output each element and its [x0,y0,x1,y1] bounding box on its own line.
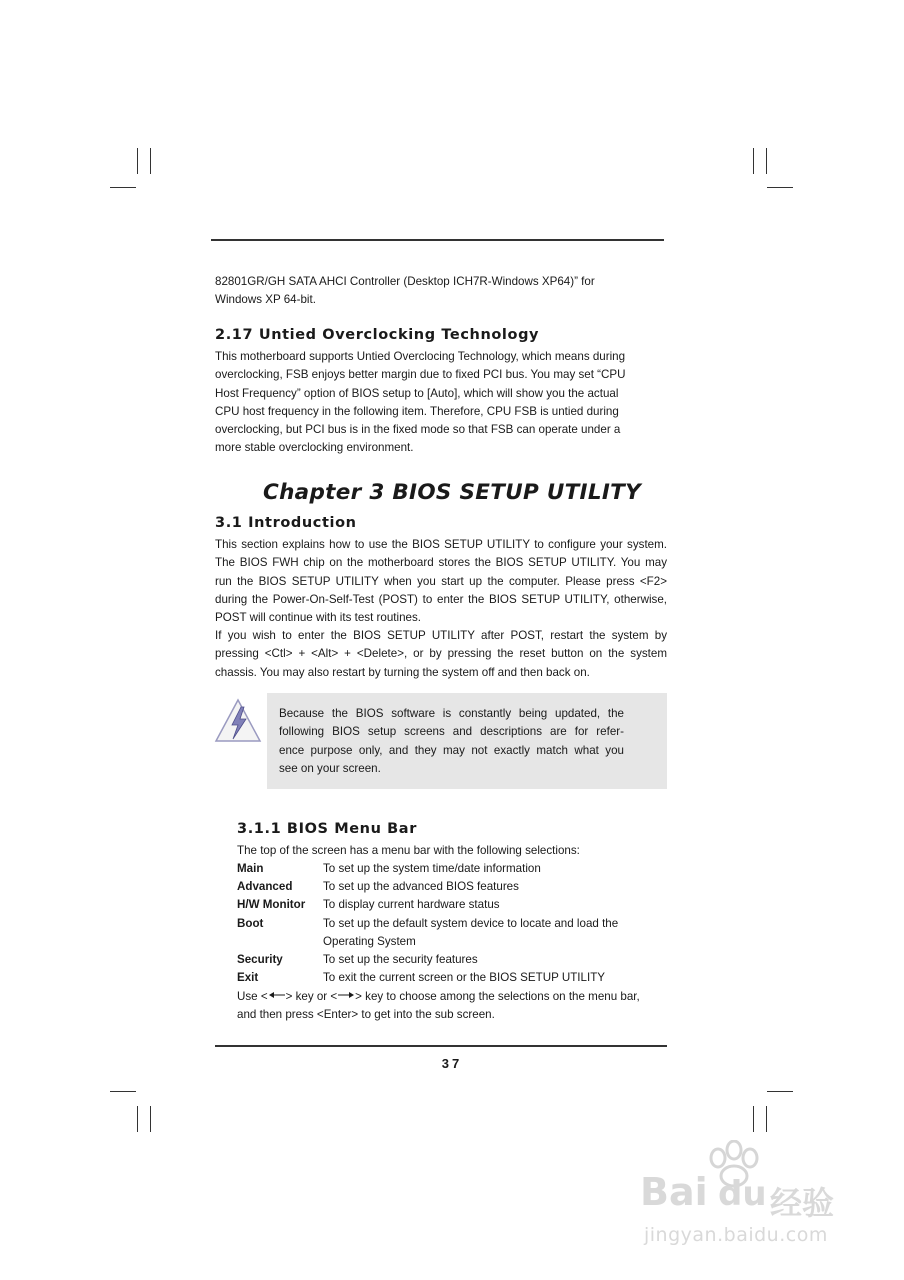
text-part: Use < [237,990,268,1003]
watermark-url: jingyan.baidu.com [644,1224,828,1246]
text-line: see on your screen. [279,761,381,775]
menu-nav-instructions [237,988,640,1006]
text-line: pressing <Ctl> + <Alt> + <Delete>, or by pressing the reset button on the system [215,647,667,661]
section-3-1-para2 [215,627,667,682]
menu-bar-intro: The top of the screen has a menu bar with the following selections: [237,844,580,857]
menu-desc: To set up the default system device to locate and load the [323,917,619,930]
menu-desc: Operating System [323,935,416,948]
note-text [279,705,624,778]
text-line: run the BIOS SETUP UTILITY when you start up the computer. Please press <F2> [215,574,667,588]
warning-lightning-icon [213,697,263,745]
menu-nav-instructions-2: and then press <Enter> to get into the sub screen. [237,1008,495,1021]
menu-item-boot [237,915,667,951]
crop-mark [150,1106,151,1132]
text-line: If you wish to enter the BIOS SETUP UTILITY after POST, restart the system by [215,629,667,642]
menu-desc: To display current hardware status [323,898,500,911]
crop-mark [110,1091,136,1092]
text-line: overclocking, FSB enjoys better margin due to fixed PCI bus. You may set “CPU [215,368,626,382]
crop-mark [766,1106,767,1132]
section-3-1-para1 [215,536,667,627]
footer-rule [215,1045,667,1047]
section-heading-2-17: 2.17 Untied Overclocking Technology [215,327,540,343]
watermark-brand-cn: 经验 [770,1184,835,1222]
text-line: Because the BIOS software is constantly being updated, the [279,707,624,720]
menu-item-exit [237,969,667,987]
menu-item-main [237,860,667,878]
text-line: This section explains how to use the BIOS SETUP UTILITY to configure your system. [215,538,667,551]
crop-mark [150,148,151,174]
baidu-watermark [640,1140,860,1250]
right-arrow-icon [337,991,355,999]
watermark-brand: Bai [640,1170,708,1214]
crop-mark [110,187,136,188]
crop-mark [753,1106,754,1132]
text-line: chassis. You may also restart by turning the system off and then back on. [215,665,590,679]
crop-mark [767,187,793,188]
left-arrow-icon [268,991,286,999]
text-line: 82801GR/GH SATA AHCI Controller (Desktop ICH7R-Windows XP64)” for [215,275,595,288]
text-part: > key to choose among the selections on the menu bar, [355,990,640,1003]
page-number: 37 [441,1056,463,1071]
section-2-17-body [215,348,667,458]
text-line: CPU host frequency in the following item. Therefore, CPU FSB is untied during [215,404,619,418]
section-heading-3-1-1: 3.1.1 BIOS Menu Bar [237,821,417,837]
text-line: The BIOS FWH chip on the motherboard stores the BIOS SETUP UTILITY. You may [215,556,667,570]
text-line: overclocking, but PCI bus is in the fixed mode so that FSB can operate under a [215,423,621,437]
header-rule [211,239,664,241]
text-part: > key or < [285,990,338,1003]
menu-desc: To set up the system time/date information [323,862,541,875]
text-line: during the Power-On-Self-Test (POST) to enter the BIOS SETUP UTILITY, otherwise, [215,592,667,606]
text-line: POST will continue with its test routines. [215,611,421,625]
text-line: more stable overclocking environment. [215,441,414,455]
menu-key: Exit [237,971,259,984]
chapter-title: Chapter 3 BIOS SETUP UTILITY [262,480,641,505]
menu-key: Security [237,953,283,966]
menu-item-advanced [237,878,667,896]
crop-mark [137,148,138,174]
menu-item-security [237,951,667,969]
menu-key: H/W Monitor [237,898,306,911]
menu-item-hw-monitor [237,896,667,914]
menu-key: Advanced [237,880,293,893]
crop-mark [753,148,754,174]
watermark-brand: du [718,1174,767,1214]
menu-desc: To exit the current screen or the BIOS SETUP UTILITY [323,971,606,984]
text-line: Host Frequency” option of BIOS setup to [Auto], which will show you the actual [215,386,619,400]
intro-continued [215,273,667,310]
menu-desc: To set up the advanced BIOS features [323,880,519,893]
crop-mark [767,1091,793,1092]
menu-key: Boot [237,917,264,930]
menu-key: Main [237,862,264,875]
crop-mark [137,1106,138,1132]
section-heading-3-1: 3.1 Introduction [215,515,357,531]
crop-mark [766,148,767,174]
text-line: Windows XP 64-bit. [215,293,316,307]
text-line: This motherboard supports Untied Overclocing Technology, which means during [215,350,626,363]
text-line: following BIOS setup screens and descriptions are for refer- [279,725,624,739]
text-line: ence purpose only, and they may not exactly match what you [279,743,624,757]
menu-desc: To set up the security features [323,953,478,966]
